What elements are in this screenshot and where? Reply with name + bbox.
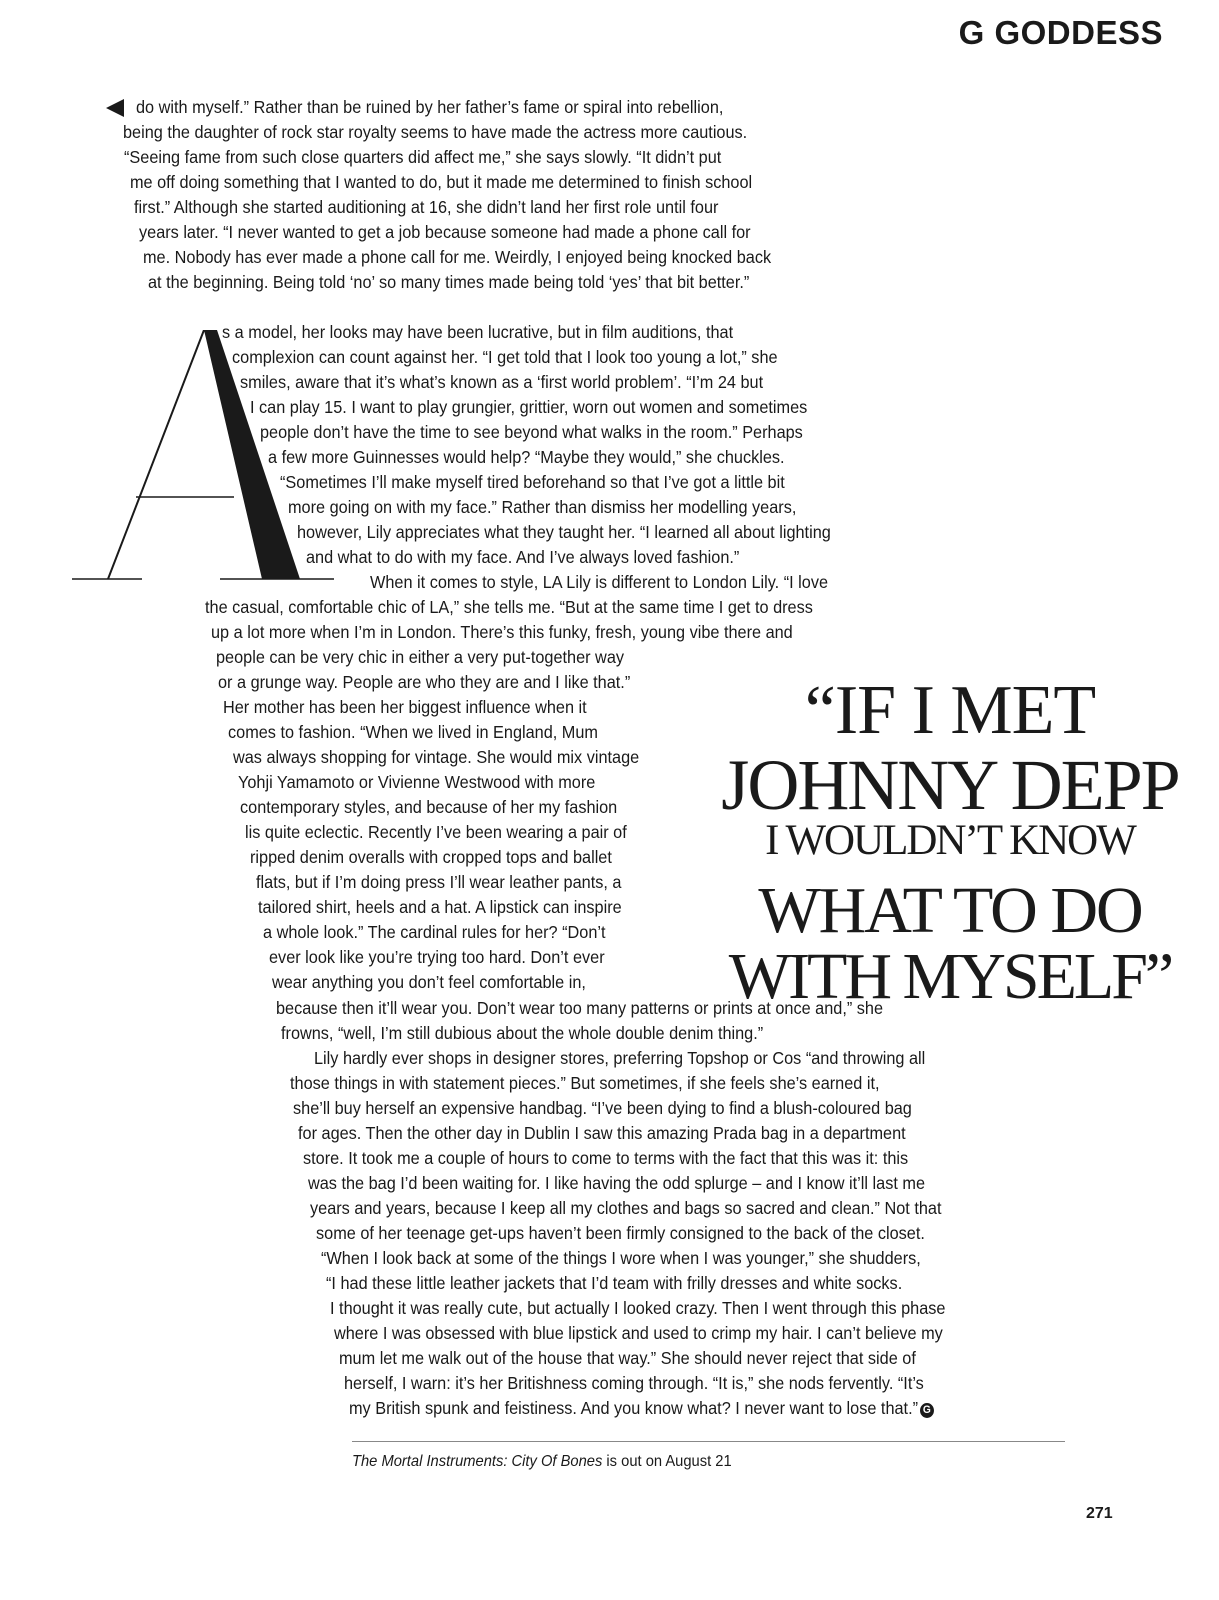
article-line: store. It took me a couple of hours to come to terms with the fact that this was it: this	[303, 1148, 909, 1168]
article-line: Lily hardly ever shops in designer stores, preferring Topshop or Cos “and throwing all	[314, 1048, 926, 1068]
article-line: complexion can count against her. “I get told that I look too young a lot,” she	[232, 347, 778, 367]
pull-quote-line-3: I WOULDN’T KNOW	[765, 817, 1135, 864]
article-line: Her mother has been her biggest influence when it	[223, 697, 587, 717]
article-line: at the beginning. Being told ‘no’ so many times made being told ‘yes’ that bit better.”	[148, 272, 750, 292]
article-line: those things in with statement pieces.” But sometimes, if she feels she’s earned it,	[290, 1073, 880, 1093]
pull-quote-line-5: WITH MYSELF”	[728, 940, 1172, 1013]
pull-quote-line-1: “IF I MET	[804, 672, 1096, 749]
article-line: people don’t have the time to see beyond what walks in the room.” Perhaps	[260, 422, 803, 442]
article-line: a few more Guinnesses would help? “Maybe they would,” she chuckles.	[268, 447, 785, 467]
article-line: and what to do with my face. And I’ve always loved fashion.”	[306, 547, 740, 567]
article-line: flats, but if I’m doing press I’ll wear leather pants, a	[256, 872, 622, 892]
article-line: or a grunge way. People are who they are and I like that.”	[218, 672, 631, 692]
article-line: herself, I warn: it’s her Britishness coming through. “It is,” she nods fervently. “It’s	[344, 1373, 924, 1393]
article-line: mum let me walk out of the house that way.” She should never reject that side of	[339, 1348, 916, 1368]
article-line: smiles, aware that it’s what’s known as a ‘first world problem’. “I’m 24 but	[240, 372, 764, 392]
article-line: was the bag I’d been waiting for. I like having the odd splurge – and I know it’ll last me	[308, 1173, 926, 1193]
article-line: where I was obsessed with blue lipstick and used to crimp my hair. I can’t believe my	[334, 1323, 943, 1343]
article-line: up a lot more when I’m in London. There’s this funky, fresh, young vibe there and	[211, 622, 793, 642]
article-line: years later. “I never wanted to get a job because someone had made a phone call for	[139, 222, 751, 242]
article-line: “I had these little leather jackets that I’d team with frilly dresses and white socks.	[326, 1273, 903, 1293]
article-line: me off doing something that I wanted to do, but it made me determined to finish school	[130, 172, 753, 192]
article-line: tailored shirt, heels and a hat. A lipstick can inspire	[258, 897, 622, 917]
article-line: being the daughter of rock star royalty seems to have made the actress more cautious.	[123, 122, 748, 142]
article-line: first.” Although she started auditioning at 16, she didn’t land her first role until four	[134, 197, 719, 217]
article-line: When it comes to style, LA Lily is different to London Lily. “I love	[370, 572, 829, 592]
footer-rule	[352, 1441, 1065, 1442]
article-line: the casual, comfortable chic of LA,” she tells me. “But at the same time I get to dress	[205, 597, 813, 617]
article-line: me. Nobody has ever made a phone call for me. Weirdly, I enjoyed being knocked back	[143, 247, 772, 267]
article-line: contemporary styles, and because of her my fashion	[240, 797, 618, 817]
article-line: I thought it was really cute, but actually I looked crazy. Then I went through this phase	[330, 1298, 946, 1318]
article-line: however, Lily appreciates what they taught her. “I learned all about lighting	[297, 522, 831, 542]
article-line: a whole look.” The cardinal rules for her? “Don’t	[263, 922, 606, 942]
article-line: frowns, “well, I’m still dubious about the whole double denim thing.”	[281, 1023, 764, 1043]
article-line: do with myself.” Rather than be ruined by her father’s fame or spiral into rebellion,	[136, 97, 724, 117]
article-line: “Seeing fame from such close quarters did affect me,” she says slowly. “It didn’t put	[124, 147, 722, 167]
film-credit	[352, 1453, 732, 1471]
article-line: “When I look back at some of the things I wore when I was younger,” she shudders,	[321, 1248, 921, 1268]
article-line: she’ll buy herself an expensive handbag. “I’ve been dying to find a blush-coloured bag	[293, 1098, 912, 1118]
article-line: Yohji Yamamoto or Vivienne Westwood with more	[238, 772, 596, 792]
article-line: because then it’ll wear you. Don’t wear too many patterns or prints at once and,” she	[276, 998, 884, 1018]
page-number: 271	[1086, 1505, 1113, 1522]
continued-arrow-icon	[106, 99, 124, 117]
article-line: people can be very chic in either a very put-together way	[216, 647, 625, 667]
article-line: ever look like you’re trying too hard. Don’t ever	[269, 947, 605, 967]
article-line: I can play 15. I want to play grungier, grittier, worn out women and sometimes	[250, 397, 808, 417]
article-line: more going on with my face.” Rather than dismiss her modelling years,	[288, 497, 797, 517]
article-line: lis quite eclectic. Recently I’ve been wearing a pair of	[245, 822, 627, 842]
pull-quote-line-2: JOHNNY DEPP	[721, 745, 1179, 825]
article-line: comes to fashion. “When we lived in England, Mum	[228, 722, 598, 742]
pull-quote-line-4: WHAT TO DO	[758, 874, 1142, 947]
section-title: G GODDESS	[958, 14, 1163, 51]
article-line: for ages. Then the other day in Dublin I saw this amazing Prada bag in a department	[298, 1123, 906, 1143]
article-line: s a model, her looks may have been lucrative, but in film auditions, that	[222, 322, 734, 342]
end-mark-icon: G	[920, 1403, 934, 1418]
release-date-text: is out on August 21	[602, 1453, 732, 1470]
article-line: years and years, because I keep all my clothes and bags so sacred and clean.” Not that	[310, 1198, 942, 1218]
article-line	[349, 1396, 934, 1421]
article-line: some of her teenage get-ups haven’t been firmly consigned to the back of the closet.	[316, 1223, 925, 1243]
article-line: “Sometimes I’ll make myself tired beforehand so that I’ve got a little bit	[280, 472, 785, 492]
article-line: ripped denim overalls with cropped tops and ballet	[250, 847, 612, 867]
article-last-line-text: my British spunk and feistiness. And you know what? I never want to lose that.”	[349, 1398, 919, 1418]
pull-quote	[710, 672, 1190, 1013]
film-title: The Mortal Instruments: City Of Bones	[352, 1453, 603, 1470]
article-line: was always shopping for vintage. She would mix vintage	[233, 747, 640, 767]
article-line: wear anything you don’t feel comfortable in,	[272, 972, 586, 992]
